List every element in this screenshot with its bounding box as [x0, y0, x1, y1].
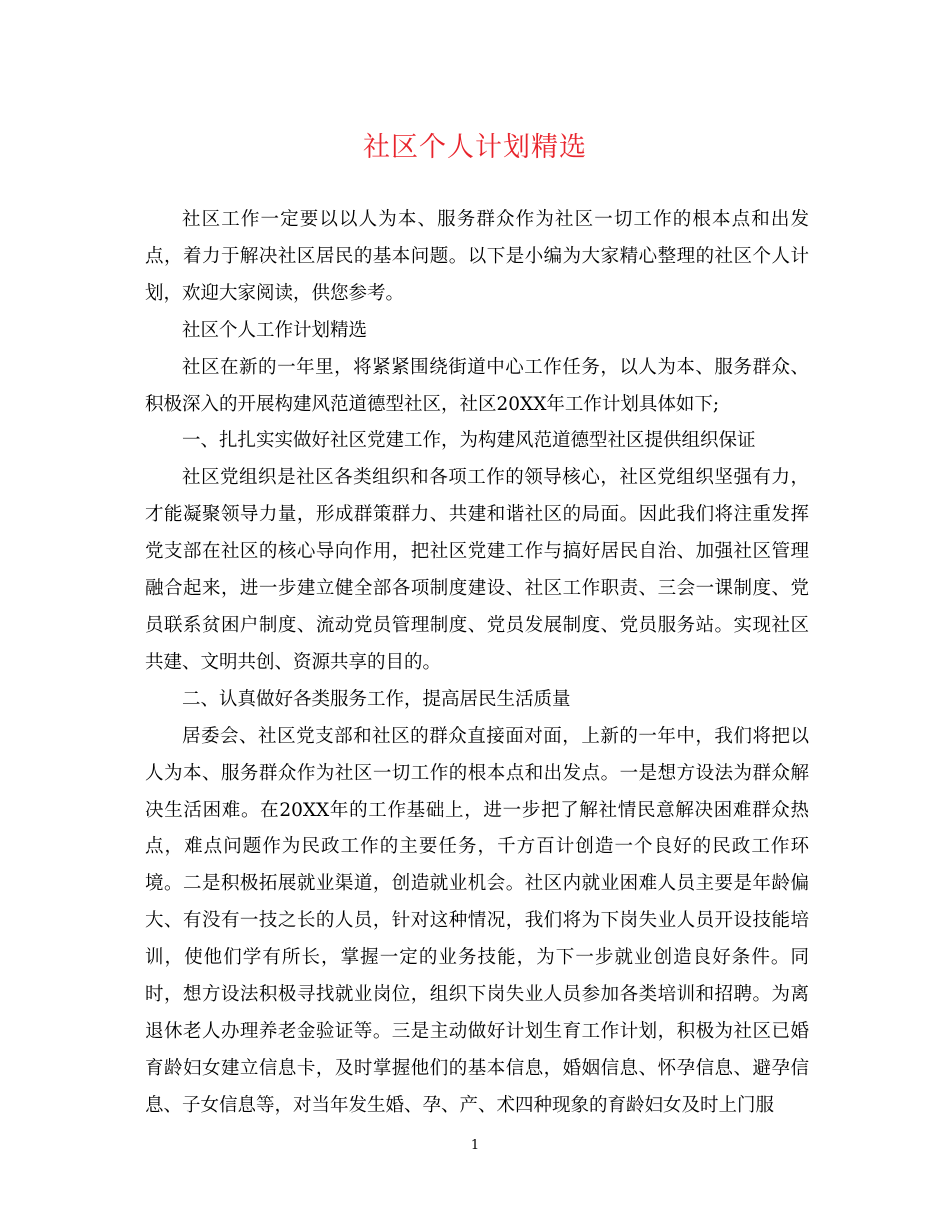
document-body: [145, 202, 809, 1125]
page-number: 1: [470, 1138, 480, 1153]
page-title: 社区个人计划精选: [363, 132, 587, 163]
paragraph-overview: 社区在新的一年里，将紧紧围绕街道中心工作任务，以人为本、服务群众、积极深入的开展构建风范道德型社区，社区20XX年工作计划具体如下;: [145, 356, 809, 415]
paragraph-party-building: 社区党组织是社区各类组织和各项工作的领导核心，社区党组织坚强有力，才能凝聚领导力量，形成群策群力、共建和谐社区的局面。因此我们将注重发挥党支部在社区的核心导向作用，把社区党建工作与搞好居民自治、加强社区管理融合起来，进一步建立健全部各项制度建设、社区工作职责、三会一课制度、党员联系贫困户制度、流动党员管理制度、党员发展制度、党员服务站。实现社区共建、文明共创、资源共享的目的。: [145, 467, 809, 673]
section-heading-1: 一、扎扎实实做好社区党建工作，为构建风范道德型社区提供组织保证: [182, 430, 756, 452]
paragraph-services: 居委会、社区党支部和社区的群众直接面对面，上新的一年中，我们将把以人为本、服务群众作为社区一切工作的根本点和出发点。一是想方设法为群众解决生活困难。在20XX年的工作基础上，进一步把了解社情民意解决困难群众热点，难点问题作为民政工作的主要任务，千方百计创造一个良好的民政工作环境。二是积极拓展就业渠道，创造就业机会。社区内就业困难人员主要是年龄偏大、有没有一技之长的人员，针对这种情况，我们将为下岗失业人员开设技能培训，使他们学有所长，掌握一定的业务技能，为下一步就业创造良好条件。同时，想方设法积极寻找就业岗位，组织下岗失业人员参加各类培训和招聘。为离退休老人办理养老金验证等。三是主动做好计划生育工作计划，积极为社区已婚育龄妇女建立信息卡，及时掌握他们的基本信息，婚姻信息、怀孕信息、避孕信息、子女信息等，对当年发生婚、孕、产、术四种现象的育龄妇女及时上门服: [145, 725, 809, 1116]
paragraph-subtitle: 社区个人工作计划精选: [182, 319, 368, 341]
paragraph-intro: 社区工作一定要以以人为本、服务群众作为社区一切工作的根本点和出发点，着力于解决社区居民的基本问题。以下是小编为大家精心整理的社区个人计划，欢迎大家阅读，供您参考。: [145, 209, 809, 304]
section-heading-2: 二、认真做好各类服务工作，提高居民生活质量: [182, 688, 571, 710]
